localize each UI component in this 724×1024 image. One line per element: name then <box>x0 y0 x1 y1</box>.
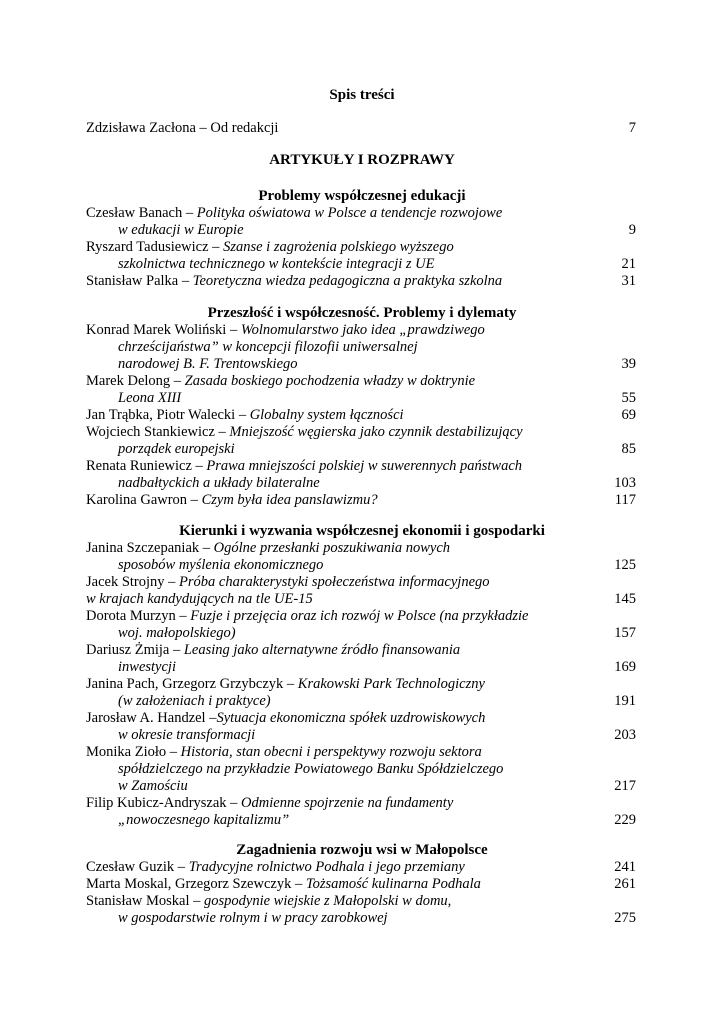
toc-entry-line <box>86 893 636 910</box>
toc-entry <box>86 458 636 492</box>
entry-author: Dariusz Żmija – <box>86 642 184 658</box>
toc-entry-line <box>86 239 636 256</box>
entry-title: Sytuacja ekonomiczna spółek uzdrowiskowych <box>216 710 486 726</box>
entry-title: Historia, stan obecni i perspektywy rozwoju sektora <box>180 744 482 760</box>
entry-author: Renata Runiewicz – <box>86 458 207 474</box>
entry-title: spółdzielczego na przykładzie Powiatowego Banku Spółdzielczego <box>118 761 504 777</box>
entry-title: narodowej B. F. Trentowskiego <box>118 356 298 372</box>
entry-author: Ryszard Tadusiewicz – <box>86 239 224 255</box>
toc-entry <box>86 744 636 795</box>
toc-entry-line <box>86 120 636 137</box>
entry-title: w Zamościu <box>118 778 188 794</box>
toc-entry <box>86 676 636 710</box>
entry-title: Wolnomularstwo jako idea „prawdziwego <box>240 322 485 338</box>
entry-page-number: 7 <box>628 120 636 136</box>
entry-author: Filip Kubicz-Andryszak – <box>86 795 242 811</box>
entry-title: szkolnictwa technicznego w kontekście integracji z UE <box>118 256 435 272</box>
toc-entry-line <box>86 625 636 642</box>
entry-title: sposobów myślenia ekonomicznego <box>118 557 324 573</box>
entry-page-number: 261 <box>614 876 636 892</box>
toc-entry-line <box>86 390 636 407</box>
toc-entry <box>86 893 636 927</box>
toc-entry-line <box>86 608 636 625</box>
entry-page-number: 145 <box>614 591 636 607</box>
toc-entry <box>86 574 636 608</box>
toc-entry-line <box>86 659 636 676</box>
toc-entry-line <box>86 676 636 693</box>
entry-page-number: 69 <box>621 407 636 423</box>
toc-entry <box>86 205 636 239</box>
toc-entry-line <box>86 356 636 373</box>
toc-entry <box>86 540 636 574</box>
entry-title: w krajach kandydujących na tle UE-15 <box>86 591 313 607</box>
entry-page-number: 117 <box>614 492 636 508</box>
toc-entry <box>86 373 636 407</box>
entry-page-number: 157 <box>614 625 636 641</box>
toc-entry-line <box>86 812 636 829</box>
toc-entry-line <box>86 859 636 876</box>
entry-page-number: 229 <box>614 812 636 828</box>
entry-page-number: 241 <box>614 859 636 875</box>
entry-page-number: 21 <box>621 256 636 272</box>
entry-title: inwestycji <box>118 659 176 675</box>
toc-entry <box>86 239 636 273</box>
entry-title: Leasing jako alternatywne źródło finansowania <box>183 642 461 658</box>
entry-author: Zdzisława Zacłona – Od redakcji <box>86 120 279 136</box>
toc-entry-line <box>86 540 636 557</box>
toc-entry <box>86 710 636 744</box>
toc-entry <box>86 424 636 458</box>
section-heading: ARTYKUŁY I ROZPRAWY <box>269 152 455 168</box>
entry-page-number: 125 <box>614 557 636 573</box>
toc-entry-line <box>86 557 636 574</box>
entry-page-number: 9 <box>628 222 636 238</box>
toc-entry <box>86 608 636 642</box>
entry-title: Globalny system łączności <box>249 407 404 423</box>
entry-page-number: 103 <box>614 475 636 491</box>
toc-entry-line <box>86 591 636 608</box>
entry-page-number: 31 <box>621 273 636 289</box>
toc-entry-line <box>86 407 636 424</box>
toc-entry-line <box>86 475 636 492</box>
entry-author: Jacek Strojny – <box>86 574 180 590</box>
entry-author: Konrad Marek Woliński – <box>86 322 241 338</box>
toc-entry-line <box>86 761 636 778</box>
entry-author: Wojciech Stankiewicz – <box>86 424 230 440</box>
entry-title: porządek europejski <box>118 441 235 457</box>
entry-title: „nowoczesnego kapitalizmu” <box>118 812 290 828</box>
toc-entry-line <box>86 373 636 390</box>
entry-title: Tożsamość kulinarna Podhala <box>305 876 481 892</box>
toc-entry-line <box>86 424 636 441</box>
toc-entry-line <box>86 205 636 222</box>
entry-page-number: 275 <box>614 910 636 926</box>
entry-page-number: 191 <box>614 693 636 709</box>
toc-entry-line <box>86 458 636 475</box>
entry-page-number: 85 <box>621 441 636 457</box>
entry-title: Teoretyczna wiedza pedagogiczna a praktyka szkolna <box>192 273 503 289</box>
entry-author: Janina Pach, Grzegorz Grzybczyk – <box>86 676 298 692</box>
entry-author: Stanisław Palka – <box>86 273 193 289</box>
toc-entry-line <box>86 273 636 290</box>
toc-entry <box>86 876 636 893</box>
entry-page-number: 203 <box>614 727 636 743</box>
toc-entry-line <box>86 693 636 710</box>
toc-entry-line <box>86 910 636 927</box>
entry-page-number: 39 <box>621 356 636 372</box>
page-title: Spis treści <box>329 87 395 103</box>
entry-title: nadbałtyckich a układy bilateralne <box>118 475 320 491</box>
toc-entry <box>86 642 636 676</box>
entry-author: Czesław Guzik – <box>86 859 189 875</box>
toc-entry <box>86 273 636 290</box>
toc-entry-line <box>86 778 636 795</box>
entry-title: woj. małopolskiego) <box>118 625 236 641</box>
toc-entry-line <box>86 492 636 509</box>
entry-title: Krakowski Park Technologiczny <box>297 676 485 692</box>
entry-author: Jan Trąbka, Piotr Walecki – <box>86 407 250 423</box>
toc-entry-line <box>86 574 636 591</box>
entry-title: Ogólne przesłanki poszukiwania nowych <box>213 540 451 556</box>
entry-page-number: 217 <box>614 778 636 794</box>
section-heading: Kierunki i wyzwania współczesnej ekonomii i gospodarki <box>179 523 545 539</box>
section-heading: Przeszłość i współczesność. Problemy i dylematy <box>207 305 517 321</box>
toc-entry <box>86 322 636 373</box>
toc-entry <box>86 120 636 137</box>
entry-author: Czesław Banach – <box>86 205 197 221</box>
entry-title: Odmienne spojrzenie na fundamenty <box>241 795 454 811</box>
toc-entry <box>86 795 636 829</box>
entry-title: Leona XIII <box>118 390 182 406</box>
entry-title: Fuzje i przejęcia oraz ich rozwój w Polsce (na przykładzie <box>190 608 529 624</box>
entry-title: gospodynie wiejskie z Małopolski w domu, <box>204 893 452 909</box>
entry-author: Marek Delong – <box>86 373 185 389</box>
entry-author: Stanisław Moskal – <box>86 893 205 909</box>
entry-author: Monika Zioło – <box>86 744 181 760</box>
toc-entry <box>86 407 636 424</box>
toc-entry-line <box>86 642 636 659</box>
toc-entry-line <box>86 876 636 893</box>
toc-entry-line <box>86 710 636 727</box>
entry-title: Mniejszość węgierska jako czynnik destabilizujący <box>229 424 523 440</box>
toc-entry <box>86 859 636 876</box>
toc-entry-line <box>86 339 636 356</box>
entry-title: Tradycyjne rolnictwo Podhala i jego przemiany <box>188 859 465 875</box>
entry-title: w okresie transformacji <box>118 727 256 743</box>
toc-entry-line <box>86 222 636 239</box>
entry-author: Jarosław A. Handzel – <box>86 710 217 726</box>
toc-entry-line <box>86 256 636 273</box>
toc-entry-line <box>86 322 636 339</box>
entry-title: Czym była idea panslawizmu? <box>201 492 378 508</box>
entry-title: Zasada boskiego pochodzenia władzy w doktrynie <box>184 373 476 389</box>
section-heading: Zagadnienia rozwoju wsi w Małopolsce <box>236 842 488 858</box>
toc-entry-line <box>86 744 636 761</box>
toc-entry-line <box>86 795 636 812</box>
entry-title: chrześcijaństwa” w koncepcji filozofii uniwersalnej <box>118 339 418 355</box>
entry-author: Marta Moskal, Grzegorz Szewczyk – <box>86 876 306 892</box>
entry-title: Próba charakterystyki społeczeństwa informacyjnego <box>179 574 490 590</box>
entry-author: Janina Szczepaniak – <box>86 540 214 556</box>
entry-title: w gospodarstwie rolnym i w pracy zarobkowej <box>118 910 388 926</box>
entry-title: w edukacji w Europie <box>118 222 244 238</box>
entry-title: Prawa mniejszości polskiej w suwerennych państwach <box>206 458 523 474</box>
entry-author: Karolina Gawron – <box>86 492 202 508</box>
entry-author: Dorota Murzyn – <box>86 608 191 624</box>
toc-entry <box>86 492 636 509</box>
toc-entry-line <box>86 441 636 458</box>
section-heading: Problemy współczesnej edukacji <box>258 188 466 204</box>
toc-entry-line <box>86 727 636 744</box>
entry-page-number: 169 <box>614 659 636 675</box>
entry-title: (w założeniach i praktyce) <box>118 693 271 709</box>
entry-page-number: 55 <box>621 390 636 406</box>
entry-title: Szanse i zagrożenia polskiego wyższego <box>223 239 454 255</box>
entry-title: Polityka oświatowa w Polsce a tendencje rozwojowe <box>196 205 503 221</box>
